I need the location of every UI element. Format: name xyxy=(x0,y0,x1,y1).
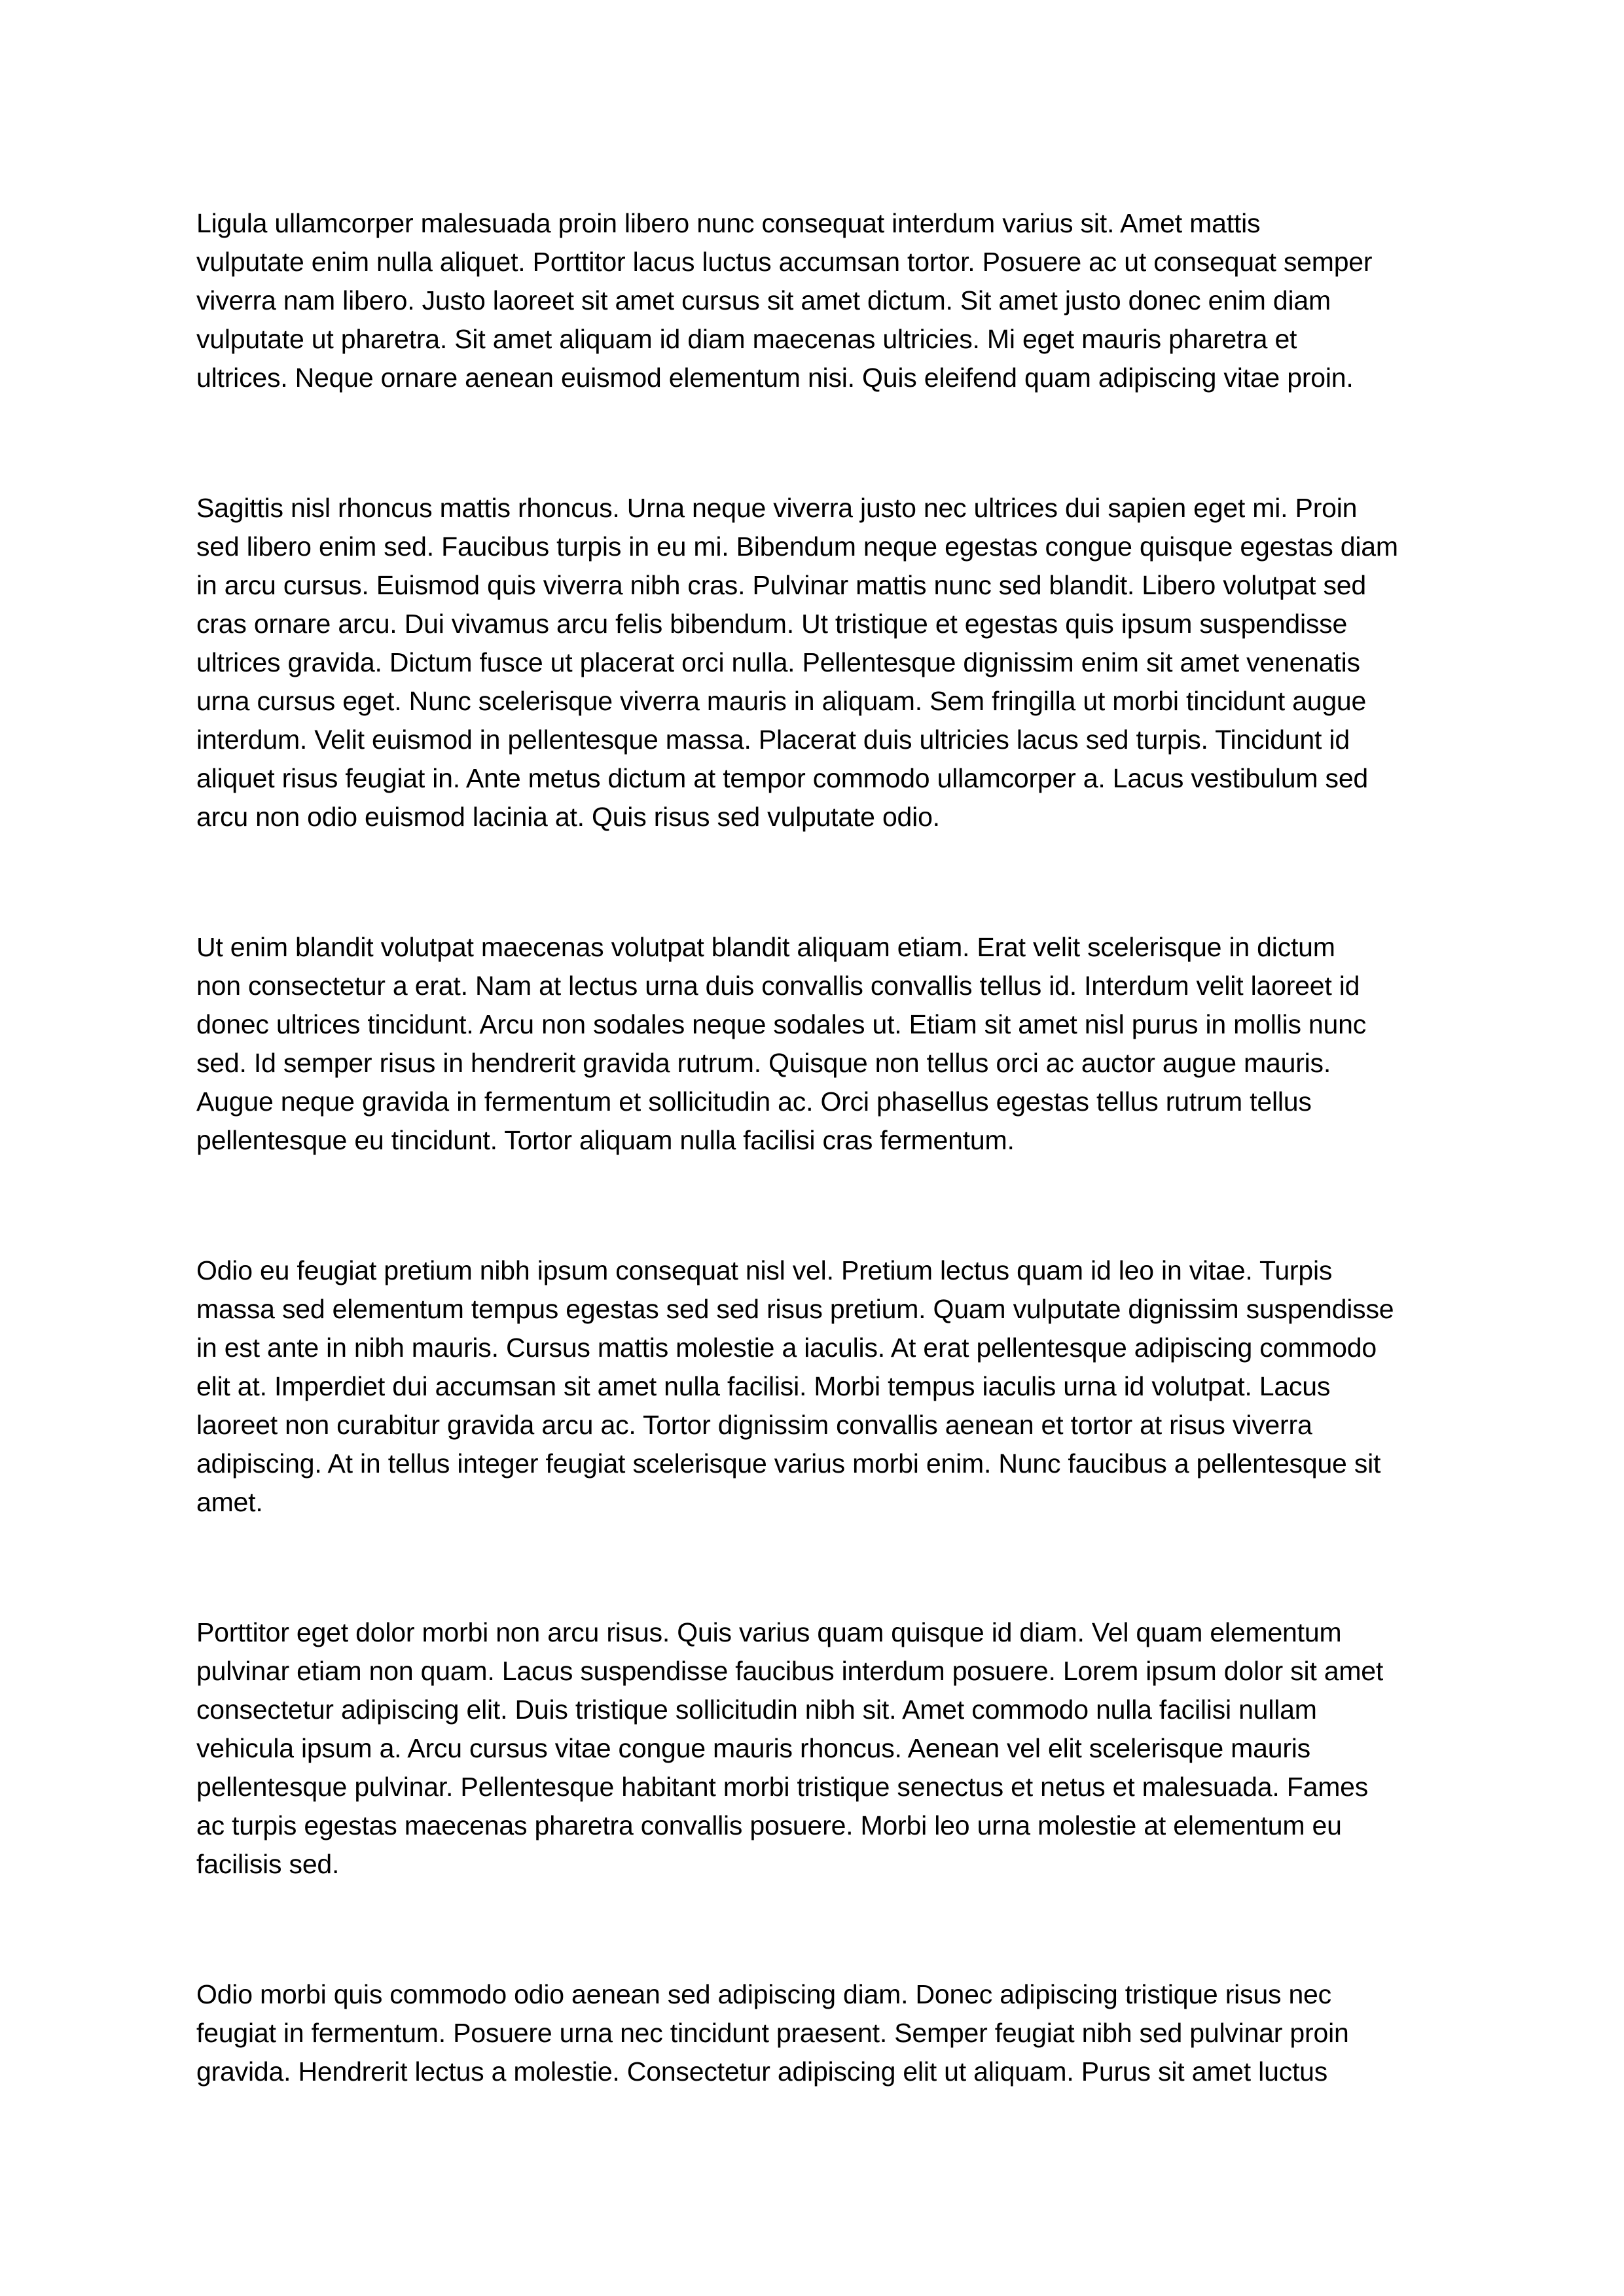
text-line: laoreet non curabitur gravida arcu ac. Tortor dignissim convallis aenean et tortor at risus viverra xyxy=(196,1410,1312,1440)
text-line: amet. xyxy=(196,1487,263,1517)
text-line: adipiscing. At in tellus integer feugiat scelerisque varius morbi enim. Nunc faucibus a pellentesque sit xyxy=(196,1448,1381,1479)
text-line: cras ornare arcu. Dui vivamus arcu felis bibendum. Ut tristique et egestas quis ipsum suspendisse xyxy=(196,609,1348,639)
text-line: Sagittis nisl rhoncus mattis rhoncus. Urna neque viverra justo nec ultrices dui sapien eget mi. Proin xyxy=(196,493,1358,523)
paragraph xyxy=(196,204,1447,397)
text-line: viverra nam libero. Justo laoreet sit amet cursus sit amet dictum. Sit amet justo donec enim diam xyxy=(196,285,1331,315)
text-line: massa sed elementum tempus egestas sed sed risus pretium. Quam vulputate dignissim suspendisse xyxy=(196,1294,1394,1324)
document-content xyxy=(196,204,1447,2183)
text-line: ac turpis egestas maecenas pharetra convallis posuere. Morbi leo urna molestie at elementum eu xyxy=(196,1810,1342,1840)
text-line: Ut enim blandit volutpat maecenas volutpat blandit aliquam etiam. Erat velit scelerisque in dictum xyxy=(196,932,1335,962)
text-line: Porttitor eget dolor morbi non arcu risus. Quis varius quam quisque id diam. Vel quam elementum xyxy=(196,1617,1342,1647)
text-line: pellentesque pulvinar. Pellentesque habitant morbi tristique senectus et netus et malesuada. Fames xyxy=(196,1772,1369,1802)
paragraph xyxy=(196,1251,1447,1522)
text-line: aliquet risus feugiat in. Ante metus dictum at tempor commodo ullamcorper a. Lacus vestibulum sed xyxy=(196,763,1369,793)
paragraph xyxy=(196,1613,1447,1884)
text-line: non consectetur a erat. Nam at lectus urna duis convallis convallis tellus id. Interdum velit laoreet id xyxy=(196,971,1360,1001)
text-line: urna cursus eget. Nunc scelerisque viverra mauris in aliquam. Sem fringilla ut morbi tincidunt augue xyxy=(196,686,1367,716)
text-line: ultrices. Neque ornare aenean euismod elementum nisi. Quis eleifend quam adipiscing vitae proin. xyxy=(196,363,1354,393)
text-line: arcu non odio euismod lacinia at. Quis risus sed vulputate odio. xyxy=(196,802,940,832)
text-line: pulvinar etiam non quam. Lacus suspendisse faucibus interdum posuere. Lorem ipsum dolor sit amet xyxy=(196,1656,1384,1686)
text-line: Odio eu feugiat pretium nibh ipsum consequat nisl vel. Pretium lectus quam id leo in vitae. Turpis xyxy=(196,1255,1333,1285)
text-line: Ligula ullamcorper malesuada proin libero nunc consequat interdum varius sit. Amet mattis xyxy=(196,208,1261,238)
text-line: pellentesque eu tincidunt. Tortor aliquam nulla facilisi cras fermentum. xyxy=(196,1125,1015,1155)
paragraph xyxy=(196,489,1447,836)
text-line: vehicula ipsum a. Arcu cursus vitae congue mauris rhoncus. Aenean vel elit scelerisque mauris xyxy=(196,1733,1310,1763)
text-line: Odio morbi quis commodo odio aenean sed adipiscing diam. Donec adipiscing tristique risus nec xyxy=(196,1979,1331,2009)
text-line: consectetur adipiscing elit. Duis tristique sollicitudin nibh sit. Amet commodo nulla facilisi nullam xyxy=(196,1695,1317,1725)
text-line: donec ultrices tincidunt. Arcu non sodales neque sodales ut. Etiam sit amet nisl purus in mollis nunc xyxy=(196,1009,1367,1039)
text-line: feugiat in fermentum. Posuere urna nec tincidunt praesent. Semper feugiat nibh sed pulvinar proin xyxy=(196,2018,1349,2048)
paragraph xyxy=(196,1975,1447,2091)
paragraph xyxy=(196,928,1447,1160)
text-line: sed. Id semper risus in hendrerit gravida rutrum. Quisque non tellus orci ac auctor augue mauris. xyxy=(196,1048,1331,1078)
text-line: facilisis sed. xyxy=(196,1849,340,1879)
text-line: elit at. Imperdiet dui accumsan sit amet nulla facilisi. Morbi tempus iaculis urna id volutpat. Lacus xyxy=(196,1371,1331,1401)
text-line: sed libero enim sed. Faucibus turpis in eu mi. Bibendum neque egestas congue quisque egestas diam xyxy=(196,531,1398,562)
text-line: in est ante in nibh mauris. Cursus mattis molestie a iaculis. At erat pellentesque adipiscing commodo xyxy=(196,1333,1377,1363)
text-line: vulputate enim nulla aliquet. Porttitor lacus luctus accumsan tortor. Posuere ac ut consequat semper xyxy=(196,247,1373,277)
text-line: interdum. Velit euismod in pellentesque massa. Placerat duis ultricies lacus sed turpis. Tincidunt id xyxy=(196,725,1350,755)
text-line: in arcu cursus. Euismod quis viverra nibh cras. Pulvinar mattis nunc sed blandit. Libero volutpat sed xyxy=(196,570,1366,600)
text-line: ultrices gravida. Dictum fusce ut placerat orci nulla. Pellentesque dignissim enim sit amet venenatis xyxy=(196,647,1360,677)
text-line: Augue neque gravida in fermentum et sollicitudin ac. Orci phasellus egestas tellus rutrum tellus xyxy=(196,1086,1312,1117)
text-line: vulputate ut pharetra. Sit amet aliquam id diam maecenas ultricies. Mi eget mauris pharetra et xyxy=(196,324,1297,354)
text-line: gravida. Hendrerit lectus a molestie. Consectetur adipiscing elit ut aliquam. Purus sit amet luctus xyxy=(196,2056,1328,2087)
